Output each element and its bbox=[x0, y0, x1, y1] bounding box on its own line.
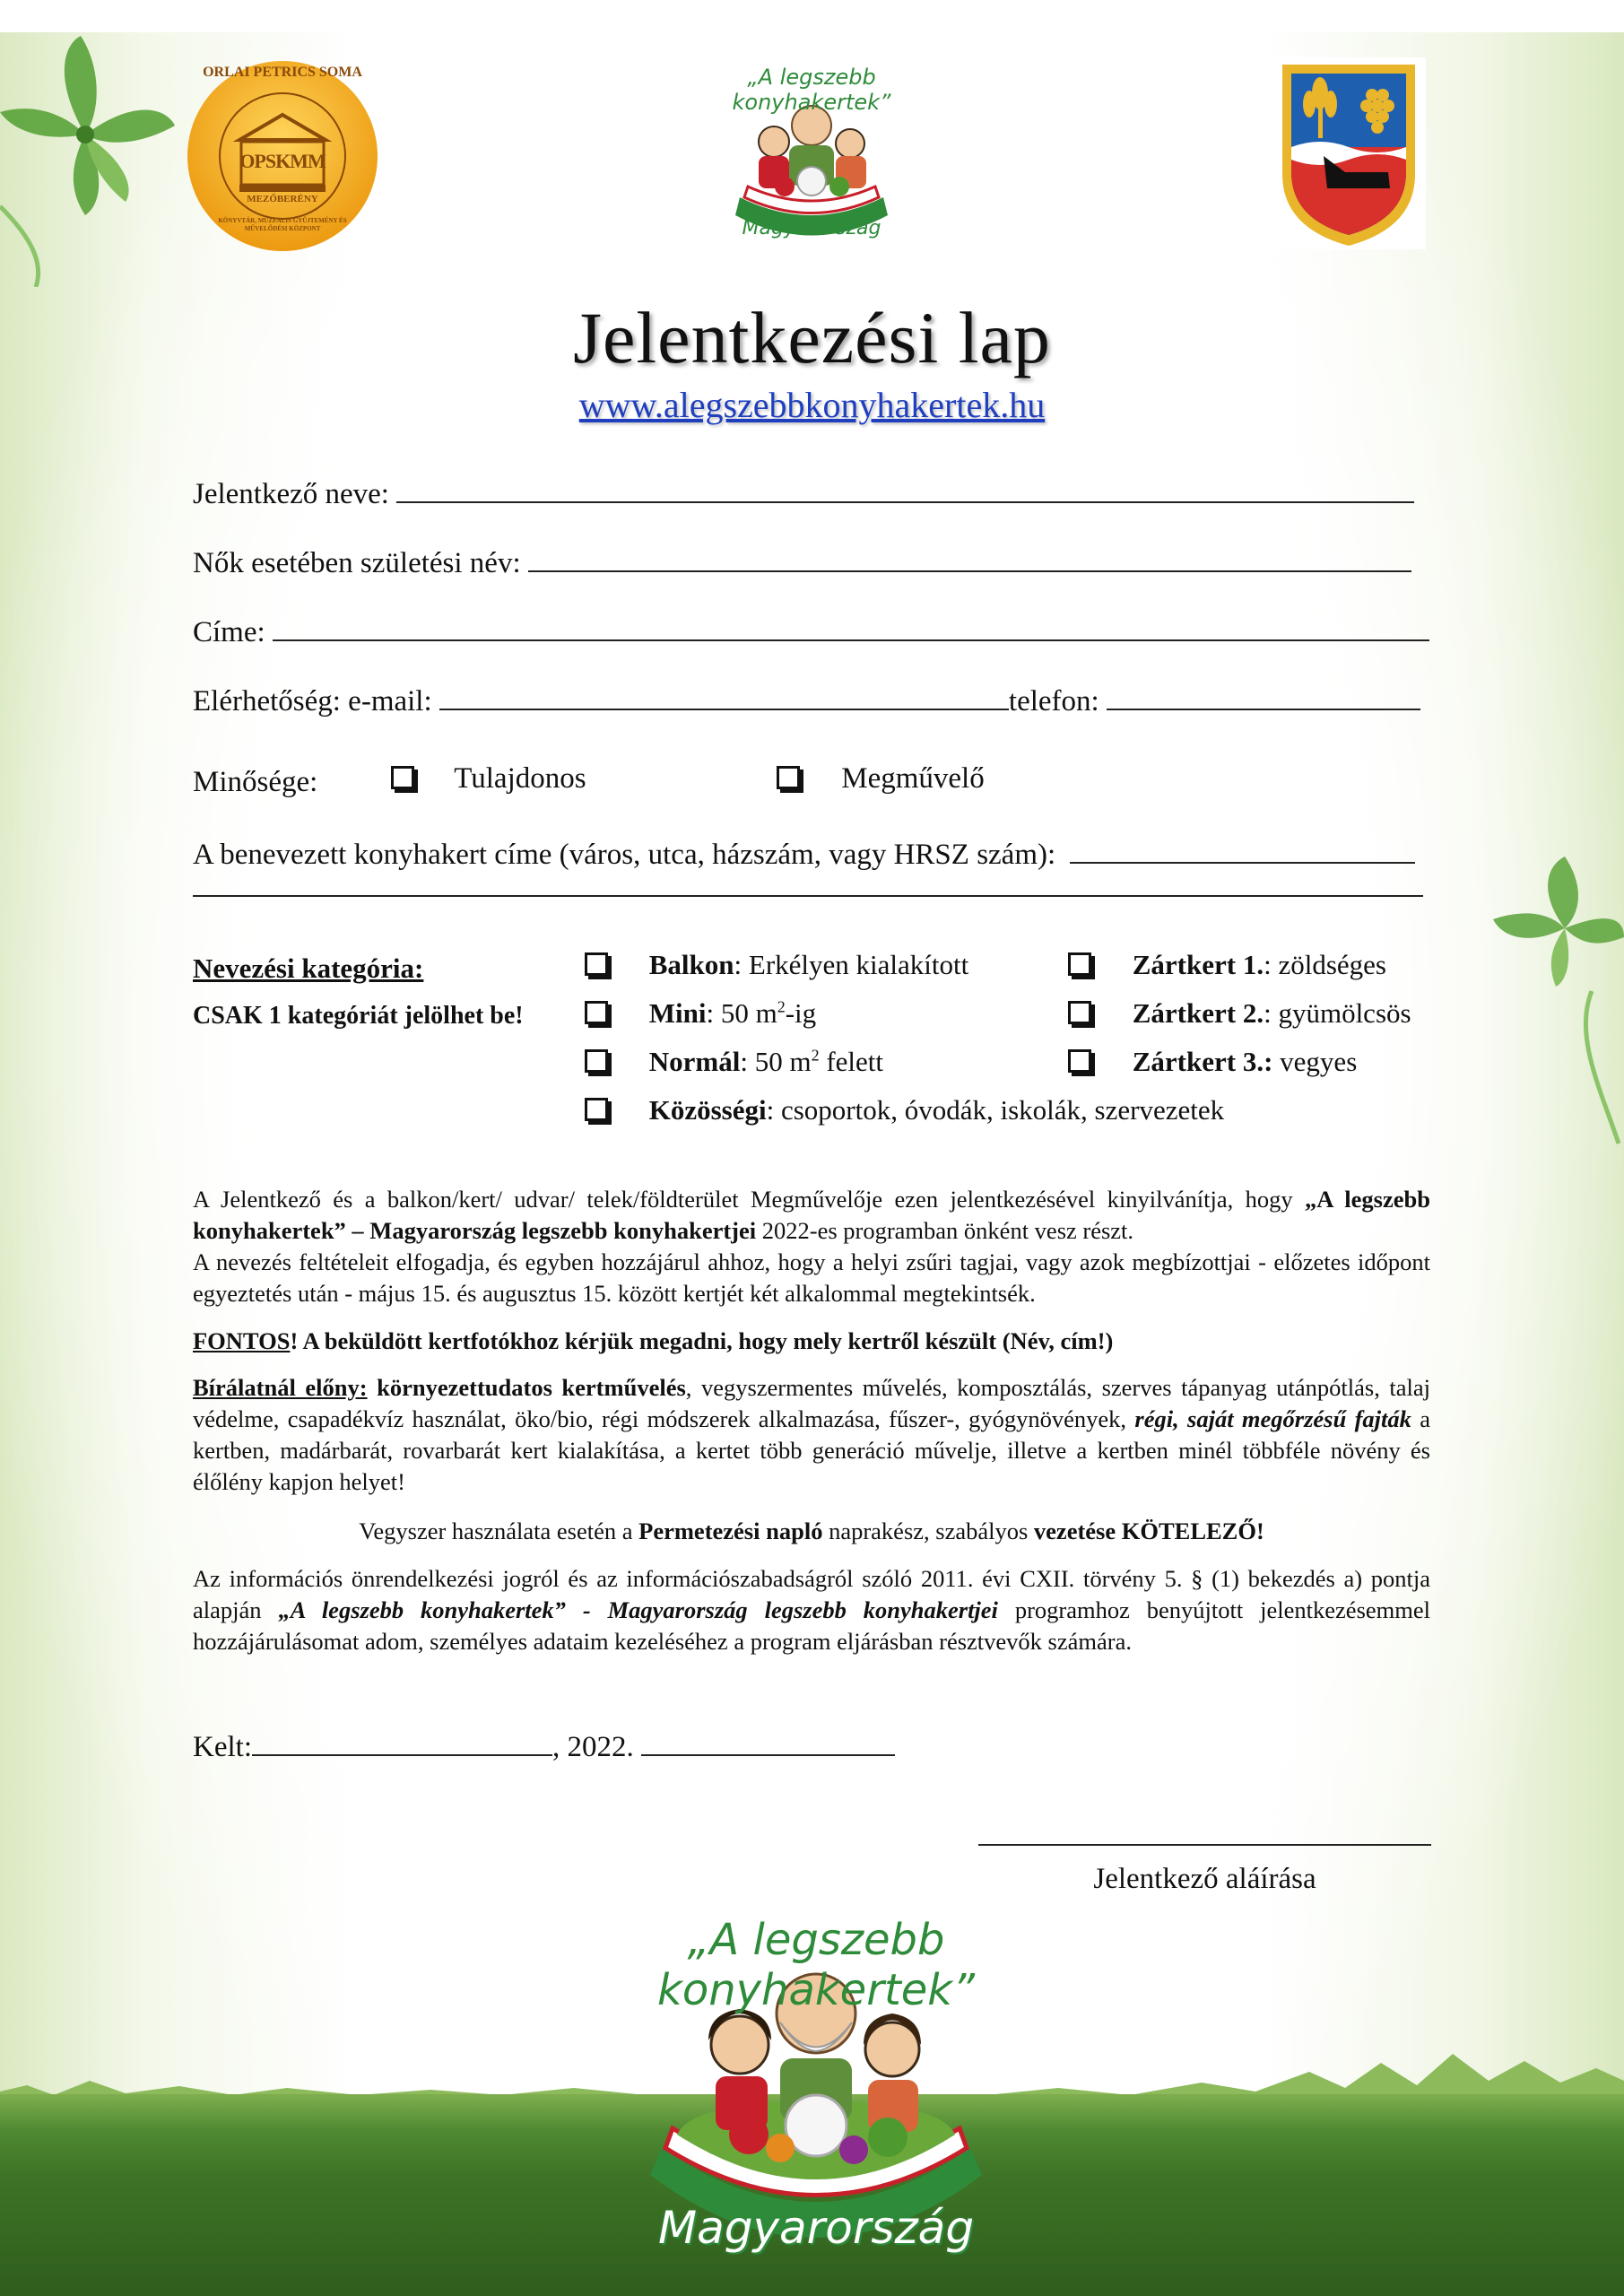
mini-sup: 2 bbox=[777, 997, 786, 1016]
spray-log-note bbox=[193, 1516, 1430, 1547]
coat-of-arms bbox=[1272, 57, 1426, 249]
important-text: ! A beküldött kertfotókhoz kérjük megadni, hogy mely kertről készült (Név, cím!) bbox=[290, 1327, 1114, 1354]
opskmm-logo bbox=[186, 59, 379, 253]
declaration-program-name: „A legszebb konyhakertek” – Magyarország legszebb konyhakertjei bbox=[193, 1186, 1430, 1244]
leaf-decoration-top-left bbox=[0, 27, 179, 287]
page-title: Jelentkezési lap bbox=[573, 297, 1051, 378]
address-row bbox=[193, 616, 1429, 649]
category-zartkert-2[interactable] bbox=[1068, 997, 1411, 1030]
gdpr-program-name: „A legszebb konyhakertek” - Magyarország legszebb konyhakertjei bbox=[278, 1596, 998, 1623]
address-label: Címe: bbox=[193, 616, 265, 648]
zartkert-3-desc: vegyes bbox=[1272, 1046, 1358, 1077]
opskmm-abbr: OPSKMM bbox=[239, 150, 326, 172]
data-protection-paragraph bbox=[193, 1563, 1430, 1657]
cultivator-checkbox[interactable] bbox=[777, 766, 800, 789]
mini-tail: -ig bbox=[785, 997, 817, 1029]
konyhakertek-logo-bottom bbox=[565, 1879, 1067, 2292]
opskmm-ring-text: KÖNYVTÁR, MÚZEALIS GYŰJTEMÉNY ÉS MŰVELŐDÉSI KÖZPONT bbox=[218, 217, 347, 232]
normal-name: Normál bbox=[648, 1046, 741, 1077]
website-link[interactable]: www.alegszebbkonyhakertek.hu bbox=[578, 385, 1046, 425]
declaration-paragraph bbox=[193, 1184, 1430, 1309]
email-label: Elérhetőség: e-mail: bbox=[193, 685, 432, 718]
spray-log-name: Permetezési napló bbox=[638, 1518, 823, 1544]
date-place-input-line[interactable] bbox=[252, 1731, 552, 1756]
category-zartkert-1[interactable] bbox=[1068, 949, 1386, 981]
normal-checkbox[interactable] bbox=[585, 1049, 608, 1073]
kozossegi-checkbox[interactable] bbox=[585, 1098, 608, 1121]
mini-desc: : 50 m bbox=[706, 997, 777, 1029]
zartkert-3-checkbox[interactable] bbox=[1068, 1049, 1091, 1073]
normal-sup: 2 bbox=[811, 1046, 820, 1065]
email-input-line[interactable] bbox=[439, 685, 1009, 710]
zartkert-3-name: Zártkert 3.: bbox=[1132, 1046, 1273, 1077]
leaf-decoration-right bbox=[1484, 857, 1624, 1152]
birth-name-label: Nők esetében születési név: bbox=[193, 547, 521, 579]
logo-bottom-arc-text: „A legszebb konyhakertek” bbox=[657, 1915, 975, 2015]
zartkert-1-checkbox[interactable] bbox=[1068, 952, 1091, 976]
important-note bbox=[193, 1326, 1430, 1357]
balkon-name: Balkon bbox=[648, 949, 734, 980]
logo-top-arc-text: „A legszebb konyhakertek” bbox=[732, 65, 891, 115]
mini-name: Mini bbox=[648, 997, 707, 1029]
date-row bbox=[193, 1731, 895, 1764]
important-label: FONTOS bbox=[193, 1327, 291, 1354]
balkon-desc: : Erkélyen kialakított bbox=[734, 949, 969, 980]
kozossegi-name: Közösségi bbox=[648, 1094, 767, 1126]
kozossegi-desc: : csoportok, óvodák, iskolák, szervezetek bbox=[766, 1094, 1225, 1126]
spray-text-c: naprakész, szabályos bbox=[822, 1518, 1034, 1544]
logo-top-bottom-text: Magyarország bbox=[742, 217, 881, 239]
normal-tail: felett bbox=[819, 1046, 884, 1077]
declaration-text-a: A Jelentkező és a balkon/kert/ udvar/ telek/földterület Megművelője ezen jelentkezésével kinyilvánítja, hogy bbox=[193, 1186, 1305, 1213]
advantage-label: Bírálatnál előny: bbox=[193, 1374, 368, 1401]
address-input-line[interactable] bbox=[273, 616, 1429, 641]
zartkert-2-desc: : gyümölcsös bbox=[1264, 997, 1411, 1029]
name-row bbox=[193, 478, 1414, 511]
advantage-italic: régi, saját megőrzésű fajták bbox=[1134, 1405, 1411, 1432]
zartkert-1-name: Zártkert 1. bbox=[1132, 949, 1264, 980]
spray-mandatory: vezetése KÖTELEZŐ! bbox=[1033, 1518, 1264, 1544]
owner-checkbox[interactable] bbox=[391, 766, 414, 789]
phone-input-line[interactable] bbox=[1107, 685, 1420, 710]
zartkert-1-desc: : zöldséges bbox=[1264, 949, 1386, 980]
name-label: Jelentkező neve: bbox=[193, 478, 389, 510]
birth-name-row bbox=[193, 547, 1411, 580]
mini-checkbox[interactable] bbox=[585, 1001, 608, 1024]
opskmm-sub: MEZŐBERÉNY bbox=[247, 194, 318, 204]
category-heading: Nevezési kategória: bbox=[193, 952, 424, 984]
logo-bottom-country-text: Magyarország bbox=[657, 2202, 975, 2254]
garden-address-input-line[interactable] bbox=[1070, 839, 1415, 864]
cultivator-option[interactable] bbox=[777, 762, 985, 796]
spray-text-a: Vegyszer használata esetén a bbox=[359, 1518, 639, 1544]
name-input-line[interactable] bbox=[396, 478, 1414, 503]
quality-label: Minősége: bbox=[193, 766, 318, 798]
garden-address-row bbox=[193, 839, 1415, 872]
konyhakertek-logo-top bbox=[682, 63, 942, 251]
owner-label: Tulajdonos bbox=[454, 762, 586, 795]
top-white-strip bbox=[0, 0, 1624, 32]
date-day-input-line[interactable] bbox=[641, 1731, 895, 1756]
gdpr-text-a: Az információs önrendelkezési jogról és az információszabadságról szóló 2011. évi CXII. törvény 5. § (1) bekezdés a) pontja alapján bbox=[193, 1565, 1430, 1623]
garden-address-label: A benevezett konyhakert címe (város, utca, házszám, vagy HRSZ szám): bbox=[193, 839, 1056, 871]
gdpr-text-c: programhoz benyújtott jelentkezésemmel hozzájárulásomat adom, személyes adataim kezeléséhez a program eljárásban résztvevők számára. bbox=[193, 1596, 1430, 1655]
garden-address-input-line-2[interactable] bbox=[193, 895, 1423, 897]
contact-row bbox=[193, 685, 1420, 718]
evaluation-advantage-paragraph bbox=[193, 1372, 1430, 1498]
advantage-text-2: a kertben, madárbarát, rovarbarát kert kialakítása, a kertet több generáció művelje, illetve a kertben minél többféle növény és élőlény kapjon helyet! bbox=[193, 1405, 1430, 1495]
declaration-text-c: 2022-es programban önként vesz részt. bbox=[756, 1217, 1134, 1244]
date-label: Kelt: bbox=[193, 1731, 252, 1763]
zartkert-2-name: Zártkert 2. bbox=[1132, 997, 1264, 1029]
advantage-text-1: , vegyszermentes művelés, komposztálás, szerves tápanyag utánpótlás, talaj védelme, csapadékvíz használat, öko/bio, régi módszerek alkalmazása, fűszer-, gyógynövények, bbox=[193, 1374, 1430, 1432]
signature-line[interactable] bbox=[978, 1844, 1431, 1846]
zartkert-2-checkbox[interactable] bbox=[1068, 1001, 1091, 1024]
category-kozossegi[interactable] bbox=[585, 1094, 1224, 1126]
normal-desc: : 50 m bbox=[740, 1046, 812, 1077]
owner-option[interactable] bbox=[391, 762, 586, 796]
signature-label: Jelentkező aláírása bbox=[1093, 1863, 1316, 1895]
phone-label: telefon: bbox=[1008, 685, 1099, 718]
opskmm-arc-text: ORLAI PETRICS SOMA bbox=[203, 65, 362, 80]
category-note: CSAK 1 kategóriát jelölhet be! bbox=[193, 1002, 524, 1030]
birth-name-input-line[interactable] bbox=[528, 547, 1411, 572]
category-balkon[interactable] bbox=[585, 949, 968, 981]
cultivator-label: Megművelő bbox=[841, 762, 985, 795]
category-mini[interactable] bbox=[585, 997, 816, 1030]
category-normal[interactable] bbox=[585, 1046, 883, 1078]
advantage-bold: környezettudatos kertművelés bbox=[367, 1374, 686, 1401]
balkon-checkbox[interactable] bbox=[585, 952, 608, 976]
date-year: , 2022. bbox=[551, 1731, 634, 1763]
conditions-text: A nevezés feltételeit elfogadja, és egyben hozzájárul ahhoz, hogy a helyi zsűri tagjai, vagy azok megbízottjai - előzetes időpont egyeztetés után - május 15. és augusztus 15. között kertjét két alkalommal megtekintsék. bbox=[193, 1248, 1430, 1307]
category-zartkert-3[interactable] bbox=[1068, 1046, 1357, 1078]
